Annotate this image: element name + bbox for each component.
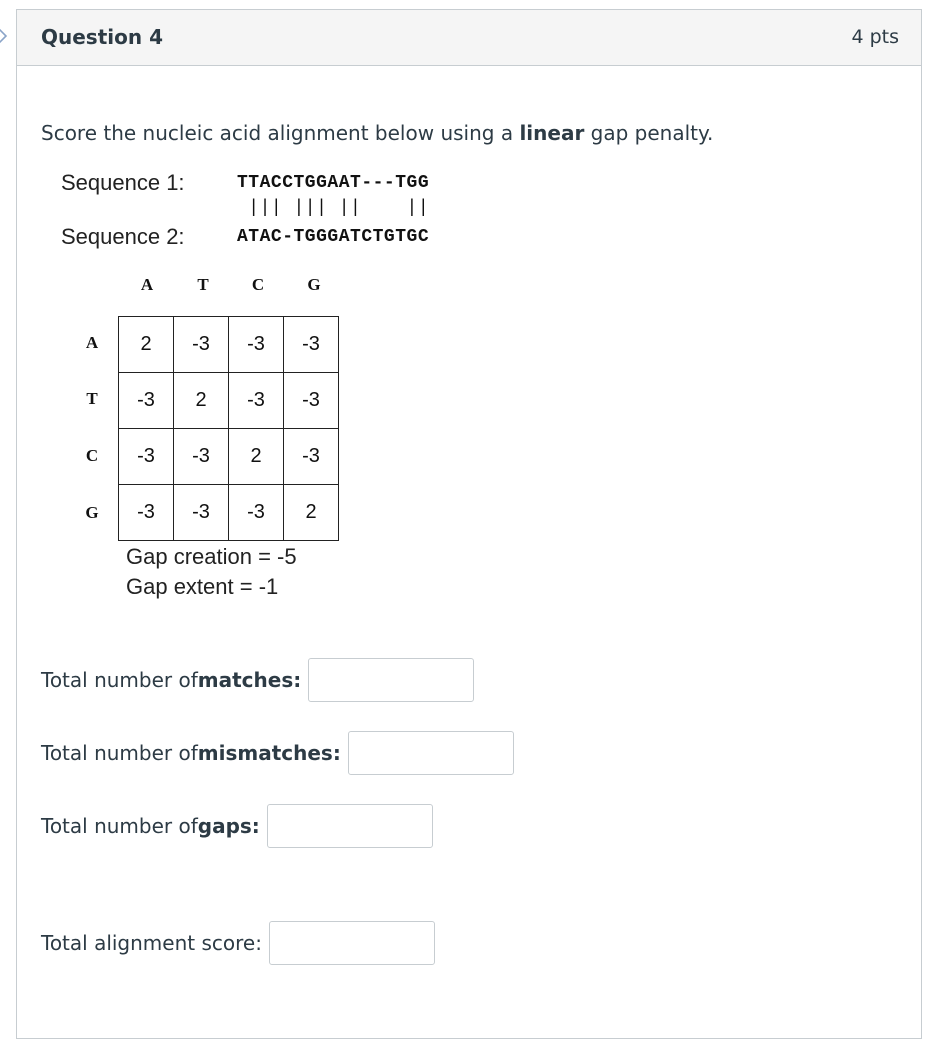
matrix-cell: 2 xyxy=(174,373,229,429)
matrix-column-header: C xyxy=(251,275,265,294)
matrix-cell: 2 xyxy=(229,429,284,485)
question-points: 4 pts xyxy=(851,26,899,48)
answer-matches-prefix: Total number of xyxy=(41,668,198,692)
matrix-cell: 2 xyxy=(119,317,174,373)
question-prompt xyxy=(41,121,713,145)
prompt-text-after: gap penalty. xyxy=(584,121,714,145)
matches-input[interactable] xyxy=(308,658,474,702)
matrix-column-header: A xyxy=(140,275,154,294)
matrix-column-header: G xyxy=(307,275,321,294)
prompt-text-before: Score the nucleic acid alignment below using a xyxy=(41,121,520,145)
answer-score-row xyxy=(41,921,435,965)
gaps-input[interactable] xyxy=(267,804,433,848)
matrix-cell: -3 xyxy=(119,429,174,485)
matrix-cell: -3 xyxy=(174,429,229,485)
matrix-row-header: A xyxy=(85,333,99,352)
answer-gaps-row xyxy=(41,804,433,848)
matrix-cell: -3 xyxy=(174,485,229,541)
sequence-1-label: Sequence 1: xyxy=(61,170,185,195)
question-header xyxy=(17,10,921,66)
matrix-cell: -3 xyxy=(229,373,284,429)
answer-gaps-label: gaps: xyxy=(197,814,260,838)
mismatches-input[interactable] xyxy=(348,731,514,775)
gap-extent: Gap extent = -1 xyxy=(126,574,279,599)
alignment-score-input[interactable] xyxy=(269,921,435,965)
matrix-row-header: T xyxy=(86,389,98,408)
sequence-2-label: Sequence 2: xyxy=(61,224,185,249)
matrix-row-header: C xyxy=(85,446,99,465)
matrix-cell: -3 xyxy=(174,317,229,373)
answer-mismatches-prefix: Total number of xyxy=(41,741,198,765)
matrix-cell: -3 xyxy=(229,317,284,373)
sequence-1: TTACCTGGAAT---TGG xyxy=(237,173,430,193)
gap-creation: Gap creation = -5 xyxy=(126,544,297,569)
matrix-row-header: G xyxy=(85,503,99,522)
matrix-row xyxy=(119,429,339,485)
matrix-row xyxy=(119,485,339,541)
answer-mismatches-row xyxy=(41,731,514,775)
matrix-row xyxy=(119,373,339,429)
matrix-cell: -3 xyxy=(119,373,174,429)
matrix-column-header: T xyxy=(197,275,209,294)
sequence-2: ATAC-TGGGATCTGTGC xyxy=(237,227,430,247)
matrix-cell: -3 xyxy=(284,373,339,429)
matrix-row xyxy=(119,317,339,373)
scoring-matrix xyxy=(118,316,339,541)
answer-matches-row xyxy=(41,658,474,702)
matrix-cell: -3 xyxy=(284,429,339,485)
match-line: ||| ||| || || xyxy=(237,198,430,218)
matrix-cell: -3 xyxy=(229,485,284,541)
matrix-cell: -3 xyxy=(284,317,339,373)
matrix-cell: 2 xyxy=(284,485,339,541)
question-title: Question 4 xyxy=(41,25,163,49)
answer-mismatches-label: mismatches: xyxy=(197,741,341,765)
matrix-cell: -3 xyxy=(119,485,174,541)
prompt-text-bold: linear xyxy=(519,121,585,145)
answer-gaps-prefix: Total number of xyxy=(41,814,198,838)
alignment-figure xyxy=(57,170,517,610)
question-card xyxy=(16,9,922,1039)
answer-score-label: Total alignment score: xyxy=(41,931,262,955)
answer-matches-label: matches: xyxy=(197,668,302,692)
chevron-right-icon[interactable] xyxy=(0,26,8,46)
